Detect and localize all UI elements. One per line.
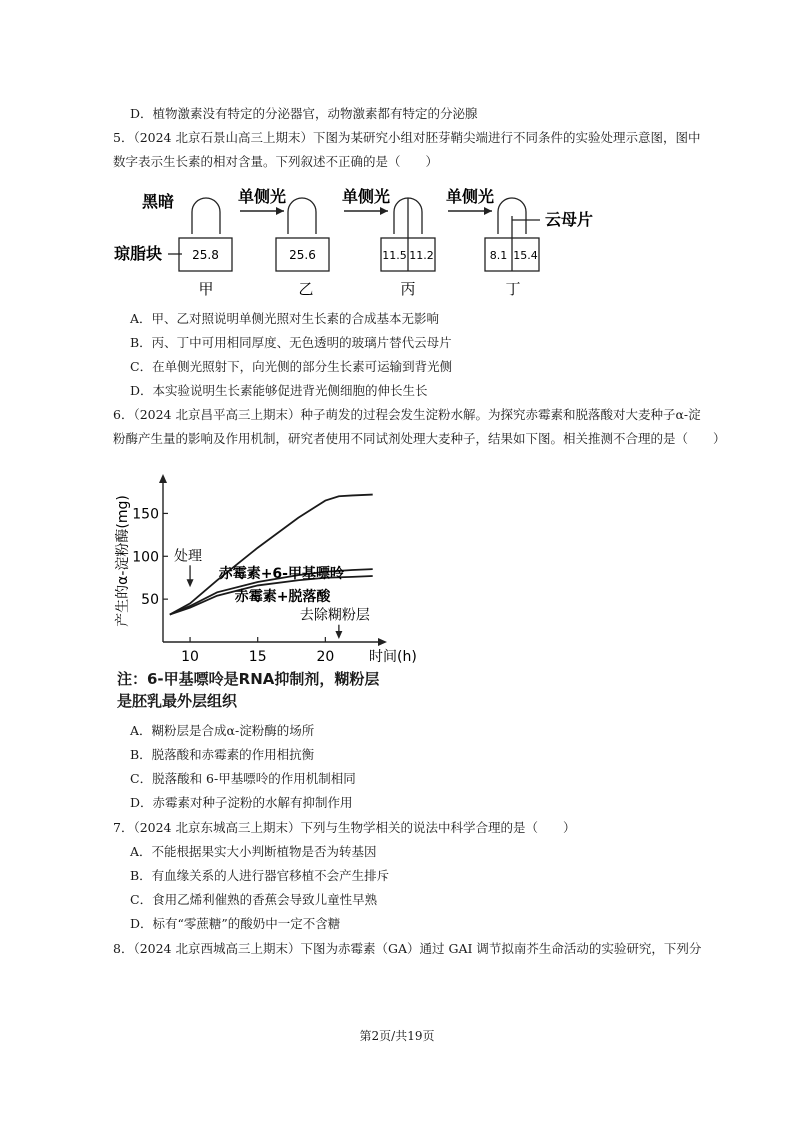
label-ding: 丁 <box>505 280 521 298</box>
x-tick-label: 20 <box>316 649 335 665</box>
annotation-remove-arrowhead <box>335 631 342 639</box>
label-bing: 丙 <box>400 280 416 298</box>
y-tick-label: 150 <box>132 506 159 523</box>
series-label-3: 赤霉素+脱落酸 <box>234 589 331 605</box>
y-axis-arrow <box>159 474 167 483</box>
label-yi: 乙 <box>298 280 314 298</box>
mica-label: 云母片 <box>545 210 594 229</box>
q5-option-a: A．甲、乙对照说明单侧光照对生长素的合成基本无影响 <box>130 311 440 326</box>
agar-value-yi: 25.6 <box>289 248 316 262</box>
q6-note-line1: 注：6-甲基嘌呤是RNA抑制剂，糊粉层 <box>117 670 380 688</box>
agar-label: 琼脂块 <box>114 244 163 263</box>
q5-coleoptile-figure <box>0 180 794 310</box>
light-arrowhead-ding <box>484 207 492 215</box>
q5-option-c: C．在单侧光照射下，向光侧的部分生长素可运输到背光侧 <box>130 359 453 374</box>
agar-value-jia: 25.8 <box>192 248 219 262</box>
light-label-bing: 单侧光 <box>342 187 391 206</box>
q6-option-d: D．赤霉素对种子淀粉的水解有抑制作用 <box>130 795 353 810</box>
q5-stem-line2: 数字表示生长素的相对含量。下列叙述不正确的是（ ） <box>113 154 439 169</box>
light-label-yi: 单侧光 <box>238 187 287 206</box>
q6-option-a: A．糊粉层是合成α-淀粉酶的场所 <box>130 723 315 738</box>
q6-option-b: B．脱落酸和赤霉素的作用相抗衡 <box>130 747 315 762</box>
x-tick-label: 15 <box>248 649 267 665</box>
q8-stem: 8．（2024 北京西城高三上期末）下图为赤霉素（GA）通过 GAI 调节拟南芥生命活动的实验研究，下列分 <box>113 941 702 956</box>
q6-note-line2: 是胚乳最外层组织 <box>117 692 238 710</box>
light-arrowhead-yi <box>276 207 284 215</box>
q7-option-b: B．有血缘关系的人进行器官移植不会产生排斥 <box>130 868 390 883</box>
q5-option-b: B．丙、丁中可用相同厚度、无色透明的玻璃片替代云母片 <box>130 335 452 350</box>
y-tick-label: 100 <box>132 549 159 566</box>
series-label-2: 赤霉素+6-甲基嘌呤 <box>218 566 345 583</box>
agar-value-bing-right: 11.2 <box>409 249 434 262</box>
label-jia: 甲 <box>198 280 214 298</box>
q5-stem-line1: 5．（2024 北京石景山高三上期末）下图为某研究小组对胚芽鞘尖端进行不同条件的实验处理示意图，图中 <box>113 130 701 145</box>
amylase-chart <box>0 460 794 670</box>
annotation-remove-aleurone: 去除糊粉层 <box>299 607 370 624</box>
coleoptile-tip-yi <box>288 198 316 234</box>
x-axis-arrow <box>378 638 387 646</box>
y-axis-label: 产生的α-淀粉酶(mg) <box>115 495 131 627</box>
q4-option-d: D．植物激素没有特定的分泌器官，动物激素都有特定的分泌腺 <box>130 106 478 121</box>
x-axis-label: 时间(h) <box>369 649 417 665</box>
coleoptile-tip-jia <box>192 198 220 234</box>
q6-stem-line2: 粉酶产生量的影响及作用机制，研究者使用不同试剂处理大麦种子，结果如下图。相关推测不合理的是（ ） <box>113 431 726 446</box>
light-arrowhead-bing <box>380 207 388 215</box>
agar-value-ding-right: 15.4 <box>513 249 538 262</box>
q7-stem: 7．（2024 北京东城高三上期末）下列与生物学相关的说法中科学合理的是（ ） <box>113 820 576 835</box>
agar-value-bing-left: 11.5 <box>382 249 407 262</box>
page-footer: 第2页/共19页 <box>359 1029 435 1043</box>
q6-option-c: C．脱落酸和 6-甲基嘌呤的作用机制相同 <box>130 771 356 786</box>
q7-option-a: A．不能根据果实大小判断植物是否为转基因 <box>130 844 377 859</box>
q7-option-d: D．标有“零蔗糖”的酸奶中一定不含糖 <box>130 916 341 931</box>
y-tick-label: 50 <box>141 592 159 609</box>
light-label-ding: 单侧光 <box>446 187 495 206</box>
x-tick-label: 10 <box>181 649 199 665</box>
dark-label: 黑暗 <box>142 192 175 211</box>
agar-value-ding-left: 8.1 <box>489 249 508 262</box>
annotation-treatment: 处理 <box>174 548 203 565</box>
q5-option-d: D．本实验说明生长素能够促进背光侧细胞的伸长生长 <box>130 383 428 398</box>
q6-stem-line1: 6．（2024 北京昌平高三上期末）种子萌发的过程会发生淀粉水解。为探究赤霉素和脱落酸对大麦种子α-淀 <box>113 407 701 422</box>
annotation-treatment-arrowhead <box>187 579 194 587</box>
q7-option-c: C．食用乙烯利催熟的香蕉会导致儿童性早熟 <box>130 892 378 907</box>
